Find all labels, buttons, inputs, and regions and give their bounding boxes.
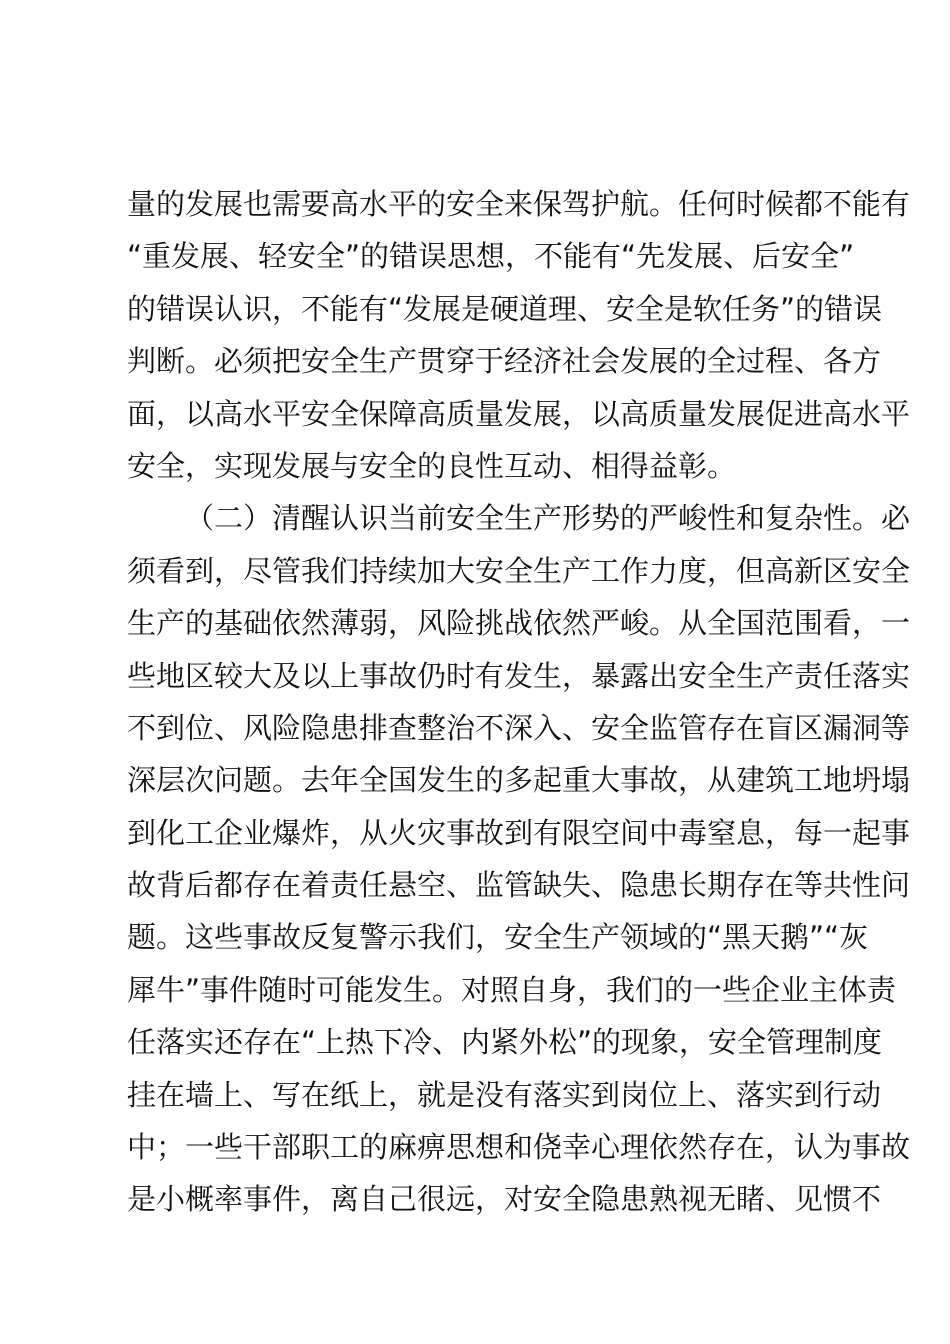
- text-line: 不到位、风险隐患排查整治不深入、安全监管存在盲区漏洞等: [127, 710, 911, 745]
- text-line: 面，以高水平安全保障高质量发展，以高质量发展促进高水平: [127, 396, 911, 431]
- text-line: 挂在墙上、写在纸上，就是没有落实到岗位上、落实到行动: [127, 1077, 882, 1112]
- text-line: 须看到，尽管我们持续加大安全生产工作力度，但高新区安全: [127, 553, 911, 588]
- text-line: 安全，实现发展与安全的良性互动、相得益彰。: [127, 448, 737, 483]
- text-line: 题。这些事故反复警示我们，安全生产领域的“黑天鹅”“灰: [127, 920, 869, 955]
- body-text: [127, 178, 911, 1226]
- text-line: 犀牛”事件随时可能发生。对照自身，我们的一些企业主体责: [127, 972, 897, 1007]
- text-line: 中；一些干部职工的麻痹思想和侥幸心理依然存在，认为事故: [127, 1130, 911, 1165]
- text-line: 量的发展也需要高水平的安全来保驾护航。任何时候都不能有: [127, 187, 911, 221]
- text-line: “重发展、轻安全”的错误思想，不能有“先发展、后安全”: [127, 239, 855, 274]
- text-line: 是小概率事件，离自己很远，对安全隐患熟视无睹、见惯不: [127, 1182, 882, 1217]
- text-line: 深层次问题。去年全国发生的多起重大事故，从建筑工地坍塌: [127, 763, 911, 798]
- text-line: （二）清醒认识当前安全生产形势的严峻性和复杂性。必: [185, 501, 911, 536]
- text-line: 到化工企业爆炸，从火灾事故到有限空间中毒窒息，每一起事: [127, 815, 911, 850]
- text-line: 任落实还存在“上热下冷、内紧外松”的现象，安全管理制度: [127, 1025, 883, 1060]
- text-line: 些地区较大及以上事故仍时有发生，暴露出安全生产责任落实: [127, 658, 911, 693]
- text-line: 判断。必须把安全生产贯穿于经济社会发展的全过程、各方: [127, 344, 882, 379]
- text-line: 生产的基础依然薄弱，风险挑战依然严峻。从全国范围看，一: [127, 606, 911, 641]
- text-line: 的错误认识，不能有“发展是硬道理、安全是软任务”的错误: [127, 291, 883, 326]
- text-line: 故背后都存在着责任悬空、监管缺失、隐患长期存在等共性问: [127, 868, 911, 903]
